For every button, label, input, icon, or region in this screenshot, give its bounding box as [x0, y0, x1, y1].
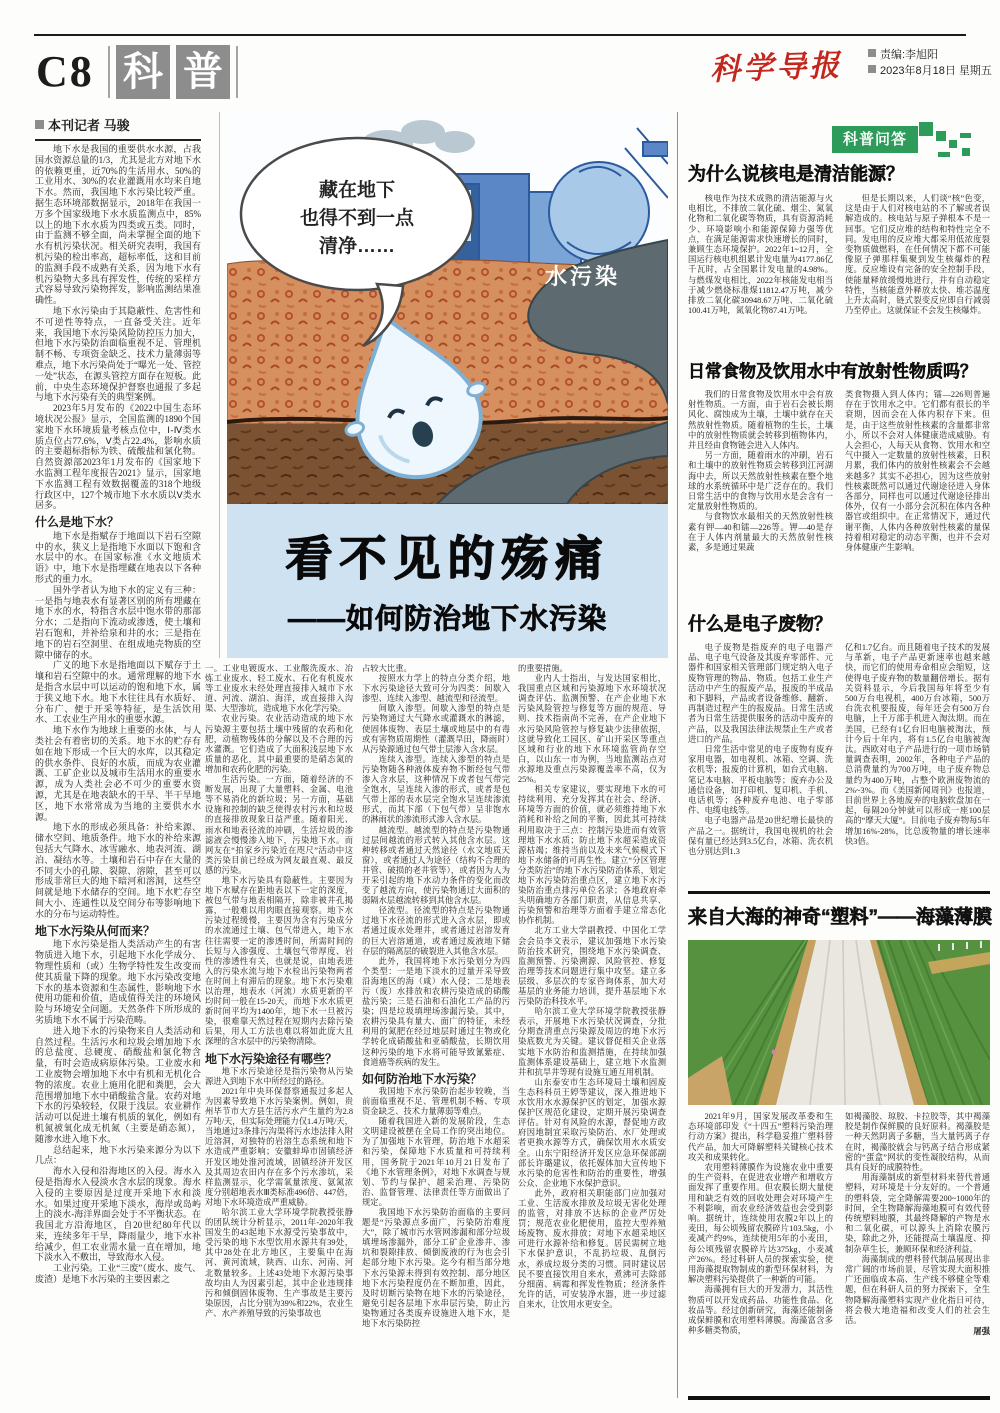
qa3-right-column: [845, 643, 990, 887]
article-headline: 看不见的殇痛: [285, 532, 610, 585]
bottom-rule: [688, 1396, 990, 1400]
paragraph: 哈尔滨工业大学环境学院教授张静表示，开展地下水污染状况调查，分批分期查清重点污染源及周边的地下水污染底数尤为关键。建议督促相关企业落实地下水防治和监测措施，在持续加强监测体系建设基础上，建立地下水监测井和抗旱井等现有设施互通互用机制。: [518, 1007, 666, 1077]
paragraph: 径流型。径流型的特点是污染物通过地下水径流的形式进入含水层，即或者通过废水处理井，或者通过岩溶发育的巨大岩溶通道，或者通过废液地下储存层的隔离层的破裂进入其他含水层。: [362, 906, 510, 956]
article-column-1: [35, 144, 201, 1406]
farm-field-photo: [688, 940, 990, 1105]
pollution-cartoon-illustration: [227, 112, 668, 504]
paragraph: 用海藻制成的新型材料来替代普通塑料，对环境是十分友好的。一个普通的塑料袋，完全降解需要200~1000年的时间，全生物降解海藻地膜可有效代替传统塑料地膜，其最终降解的产物是水和二氧化碳，可以源头上消除农膜污染，除此之外，还能提高土壤温度、抑制杂草生长，兼顾环保和经济利益。: [845, 1173, 990, 1254]
paragraph: 占较大比重。: [362, 664, 412, 673]
paragraph: 2021年中央环保督察通报过多起人为因素导致地下水污染案例。例如，贵州毕节市大方县生活污水产生量约为2.8万吨/天，但实际处理能力仅1.4万吨/天，当地通过3条排污沟渠将污水违法排入附近溶洞，对独特的岩溶生态系统和地下水造成严重影响；安徽蚌埠市固镇经济开发区地处淮河流域，固镇经济开发区及其周边农田内存在多个污水渗坑，采样监测显示，化学需氧量浓度、氨氮浓度分别超地表水Ⅲ类标准496倍、447倍，对地下水环境造成严重威胁。: [205, 1086, 353, 1207]
section-divider-rule: [688, 891, 990, 894]
paragraph: 我国地下水污染防治起步较晚，当前面临重视不足、管理机制不畅、专项资金缺乏、技术力量薄弱等难点。: [362, 1086, 510, 1117]
paragraph: 海藻制成的塑料替代制品展现出非常广阔的市场前景，尽管实现大面积推广还面临成本高、生产线不够健全等难题，但在科研人员的努力探索下，全生物降解海藻塑料实现产业化指日可待，将会极大地造福和改变人们的社会生活。: [845, 1254, 990, 1326]
paragraph: 地下水污染途径是指污染物从污染源进入到地下水中所经过的路径。: [205, 1066, 353, 1086]
newspaper-masthead: 科学导报: [709, 49, 843, 87]
section-label-box: 普: [176, 45, 230, 99]
paragraph: 国外学者认为地下水的定义有三种：一是指与地表水有显著区别的所有埋藏在地下水的水，特指含水层中饱水带的那部分水；二是指向下流动或渗透，使土壤和岩石饱和，并补给泉和井的水；三是指在地下的岩石空洞里、在组成地壳物质的空隙中储存的水。: [35, 584, 201, 660]
section-label-box: 科: [116, 45, 170, 99]
paragraph: 哈尔滨工业大学环境学院教授张静的团队统计分析显示，2011年-2020年我国发生的43起地下水源受污染事故中，受污染的地下水型饮用水源共有39处，其中28处在北方地区，主要集中在海河、黄河流域，陕西、山东、河南、河北数量较多。上述43处地下水源污染事故均由人为因素引起，其中企业违规排污和倾倒固体废物、生产事故是主要污染原因，占比分别为39%和22%，农业生产、水产养殖导致的污染事故也: [205, 1207, 353, 1318]
article-column-3: [362, 664, 510, 1401]
paragraph: 总结起来，地下水污染来源分为以下几点：: [35, 1144, 201, 1166]
paragraph: 但是长期以来，人们谈“核”色变，这是由于人们对核电站的不了解或者误解造成的。核电站与原子弹根本不是一回事。它们反应堆的结构和特性完全不同。发电用的反应堆大都采用低浓度裂变物质做燃料，在任何情况下都不可能像原子弹那样集聚到发生核爆炸的程度。反应堆设有完备的安全控制手段，使能量释放缓慢地进行，并有自动稳定特性，当核能意外释放太快、堆芯温度上升太高时，链式裂变反应即自行减弱乃至停止。这就保证不会发生核爆炸。: [845, 194, 990, 316]
paragraph: 如褐藻胶、琼胶、卡拉胶等，其中褐藻胶是制作保鲜膜的良好原料。褐藻胶是一种天然阴离子多糖，当大量钙离子存在时，褐藻胶就会与钙离子结合形成紧密的“蛋盒”网状的变性凝胶结构，从而具有良好的成膜特性。: [845, 1112, 990, 1173]
paragraph: 山东泰安市生态环境局土壤和固废生态科科员王婷等建议，深入推进地下水饮用水水源保护区的划定，加强水源保护区规范化建设，定期开展污染调查评估。针对有风险的水源，督促地方政府因地制宜采取污染防治、水厂处理或者更换水源等方式，确保饮用水水质安全。山东宁阳经济开发区应急环保部副部长许璐建议，依托媒体加大宣传地下水污染的危害性和防治的重要性，增强公众、企业地下水保护意识。: [518, 1077, 666, 1188]
editor-line: 责编:李旭阳: [868, 46, 938, 62]
paragraph: 屠强: [973, 1326, 990, 1337]
bullet-square-icon: [868, 49, 876, 57]
river-label: 水污染: [545, 264, 621, 289]
qa-question-title: 日常食物及饮用水中有放射性物质吗？: [688, 362, 977, 381]
paragraph: 北方工业大学副教授、中国化工学会会员李文表示，建议加强地下水污染防治技术研究，围绕地下水污染调查、监测预警、污染溯源、风险管控、修复治理等技术问题进行集中攻坚。建立多层级、多层次的专家咨询体系，加大对基层的业务能力培训，提升基层地下水污染防治科技水平。: [518, 926, 666, 1007]
divider: [108, 46, 110, 98]
paragraph: 我们的日常食物及饮用水中会有放射性物质。一方面，由于岩石会被长期风化、腐蚀成为土壤，土壤中就存在天然放射性物质。随着植物的生长，土壤中的放射性物质就会转移到植物体内，并且经由食物链会进入人体内。: [688, 390, 833, 451]
paragraph: 电子废物是指废弃的电子电器产品、电子电气设备及其废弃零部件、元器件和国家相关管理部门规定纳入电子废物管理的物品、物质。包括工业生产活动中产生的报废产品，报废的半成品和下脚料，产品或者设备维修、翻新、再制造过程产生的报废品。日常生活或者为日常生活提供服务的活动中废弃的产品，以及我国法律法规禁止生产或者进口的产品。: [688, 643, 833, 744]
header-rule: [34, 34, 966, 36]
paragraph: 相关专家建议，要实现地下水的可持续利用、充分发挥其在社会、经济、环境等方面的价值，就必须维持地下水消耗和补给之间的平衡，因此其可持续利用取决于三点：控制污染进而有效管理地下水水质；防止地下水超采造成资源枯竭；维持当前以及未来气候模式下地下水储备的可再生性。建立“分区管理 分类防治”的地下水污染防治体系，划定地下水污染防治重点区，建立地下水污染防治重点排污单位名录；各地政府牵头明确地方各部门职责，从信息共享、污染预警和治理等方面着手建立常态化协作机制。: [518, 785, 666, 926]
bubble-text: 藏在地下: [318, 180, 396, 201]
column-rule: [677, 112, 678, 1398]
paragraph: 与食物饮水最相关的天然放射性核素有钾—40和镭—226等。钾—40是存在于人体内剂量最大的天然放射性核素，多是通过果蔬: [688, 512, 833, 553]
paragraph: 的重要措施。: [518, 664, 568, 673]
paragraph: 随着我国进入新的发展阶段，生态文明建设被摆在全局工作的突出地位。为了加强地下水管理，防治地下水超采和污染，保障地下水质量和可持续利用，国务院于2021年10月21日发布了《地下水管理条例》，对地下水调查与规划、节约与保护、超采治理、污染防治、监督管理、法律责任等方面做出了规定。: [362, 1117, 510, 1207]
paragraph: 地下水的形成必须具备：补给来源、储水空间、地质条件。地下水的补给来源包括大气降水、冰雪融水、地表河流、湖泊、凝结水等。土壤和岩石中存在大量的不同大小的孔隙、裂隙、溶隙，甚至可以形成非常巨大的地下暗河和溶洞，这些空间就是地下水储存的空间。地下水贮存空间大小、连通性以及空间分布等影响地下水的分布与运动特性。: [35, 822, 201, 919]
bullet-square-icon: [35, 120, 44, 129]
deco-square: [960, 133, 971, 138]
paragraph: 亿和1.7亿台。而且随着电子技术的发展与革新，电子产品更新速率也越来越快，而它们的使用寿命相应会缩短，这使得电子废弃物的数量翻倍增长。据有关资料显示，今后我国每年将至少有500万台电视机，400万台冰箱，500万台洗衣机要报废，每年还会有500万台电脑，上千万部手机进入淘汰期。而在美国，已经有1亿台旧电脑被淘汰，预计今后十年内，将有1.5亿台电脑被淘汰。西欧对电子产品进行的一项市场销量调查表明，2002年，各种电子产品的总消费量约为700万吨，电子废弃物总量约为400万吨，占整个欧洲废物流的2%~3%。而《美国新闻周刊》也报道，目前世界上各地废弃的电脑软盘加在一起，每隔20分钟就可以形成一座100层高的“摩天大厦”。目前电子废弃物每5年增加16%-28%，比总废物量的增长速率快3倍。: [845, 643, 990, 846]
qa2-right-column: [845, 390, 990, 606]
divider: [236, 46, 238, 98]
paragraph: 地下水作为地球上重要的水体，与人类社会有着密切的关系。地下水的贮存有如在地下形成一个巨大的水库，以其稳定的供水条件、良好的水质，而成为农业灌溉、工矿企业以及城市生活用水的重要水源，成为人类社会必不可少的重要水资源，尤其是在地表缺水的干旱、半干旱地区，地下水常常成为当地的主要供水水源。: [35, 725, 201, 822]
paragraph: 地下水是我国的重要供水水源，占我国水资源总量的1/3，尤其是北方对地下水的依赖更重，近70%的生活用水、50%的工业用水、30%的农业灌溉用水均来自地下水。然而，我国地下水污染比较严重。据生态环境部数据显示，2018年在我国一万多个国家级地下水水质监测点中，85%以上的地下水水质为四类或五类。同时，由于监测不够全面，尚未掌握全面的地下水有机污染状况。相关研究表明，我国有机污染的检出率高，超标率低，这和目前的监测手段不成熟有关系，因为地下水有机污染物大多具有挥发性，传统的采样方式容易导致污染物挥发，影响监测结果准确性。: [35, 144, 201, 306]
paragraph: 一。工业电镀废水、工业酸洗废水、冶炼工业废水、轻工废水、石化有机废水等工业废水未经处理直接排入城市下水道、河流、湖泊、海洋，或直接排入沟渠、大型渗坑，造成地下水化学污染。: [205, 664, 353, 714]
paragraph: 按照水力学上的特点分类介绍，地下水污染途径大致可分为四类：间歇入渗型、连续入渗型、越流型和径流型。: [362, 674, 510, 704]
qa-question-title: 为什么说核电是清洁能源？: [688, 164, 904, 184]
paragraph: 农业污染。农业活动造成的地下水污染源主要包括土壤中残留的农药和化肥，动植物残体的分解以及不合理的污水灌溉。它们造成了大面积浅层地下水质量的恶化，其中最重要的是硝态氮的增加和农药化肥的污染。: [205, 714, 353, 774]
section-subhead: 什么是地下水？: [35, 515, 120, 530]
qa-section-badge: 科普问答: [832, 126, 918, 153]
paragraph: 农用塑料薄膜作为设施农业中重要的生产资料，在促进农业增产和增收方面发挥了重要作用。但农膜长期大量使用和缺乏有效的回收处理会对环境产生不利影响，而农业经济效益也会受到影响。据统计，连续使用农膜2年以上的麦田，每公顷残留农膜碎片103.5kg，小麦减产约9%，连续使用5年的小麦田，每公顷残留农膜碎片达375kg，小麦减产26%。经过科研人员的探索实验，使用海藻提取物制成的新型环保材料，为解决塑料污染提供了一种新的可能。: [688, 1163, 833, 1285]
section-subhead: 如何防治地下水污染？: [362, 1071, 483, 1086]
qa1-right-column: [845, 194, 990, 348]
deco-square: [949, 140, 957, 148]
paragraph: 地下水是指赋存于地面以下岩石空隙中的水，狭义上是指地下水面以下饱和含水层中的水。在国家标准《水文地质术语》中，地下水是指埋藏在地表以下各种形式的重力水。: [35, 530, 201, 585]
paragraph: 广义的地下水是指地面以下赋存于土壤和岩石空隙中的水。通常理解的地下水是指含水层中可以运动的饱和地下水，属于狭义地下水。地下水往往具有水质好、分布广、便于开采等特征，是生活饮用水、工农业生产用水的重要水源。: [35, 660, 201, 725]
paragraph: 此外，我国将地下水污染划分为四个类型：一是地下淡水的过量开采导致沿海地区的海（咸）水入侵；二是地表污（废）水排放和农耕污染造成的硝酸盐污染；三是石油和石油化工产品的污染；四是垃圾填埋场渗漏污染。其中，农耕污染具有量大、面广的特征，未经利用的氮肥在经过地层时通过生物或化学转化成硝酸盐和亚硝酸盐，长期饮用这种污染的地下水将可能导致氰紫症、食道癌等疾病的发生。: [362, 956, 510, 1067]
page-number: C8: [36, 47, 94, 96]
deco-square: [938, 152, 950, 157]
paragraph: 生活污染。一方面，随着经济的不断发展，出现了大量塑料、金属、电池等不易消化的新垃圾；另一方面，基础设施和控制的缺乏使得农村污水和垃圾的直接排放现象日益严重。随着阳光、雨水和地表径流的冲刷，生活垃圾的渗滤液会慢慢渗入地下，污染地下水。而网友在“拍家乡污染近在咫尺”活动中这类污染目前已经成为网友最直观、最反感的污染。: [205, 775, 353, 875]
paragraph: 2021年9月，国家发展改革委和生态环境部印发《“十四五”塑料污染治理行动方案》提出，科学稳妥推广塑料替代产品，加大可降解塑料关键核心技术攻关和成果转化。: [688, 1112, 833, 1162]
paragraph: 此外，政府相关职能部门应加强对工业、生活废水排放及垃圾无害化处理的监管，对排放不达标的企业严厉处罚；规范农业化肥使用，监控大型养殖场废物、废水排放；对地下水超采地区可进行水源补给和修复。居民需树立地下水保护意识，不乱扔垃圾、乱倒污水，养成垃圾分类的习惯。同时建议居民不要直接饮用自来水，煮沸可去除部分细菌、病霉和挥发性物质；经济条件允许的话，可安装净水器，进一步过滤自来水，让饮用水更安全。: [518, 1188, 666, 1309]
bubble-text: 也得不到一点: [299, 208, 415, 229]
article-byline: 本刊记者 马骏: [35, 115, 201, 141]
qa1-left-column: [688, 194, 833, 348]
section-subhead: 地下水污染途径有哪些？: [205, 1051, 338, 1066]
paragraph: 地下水污染是指人类活动产生的有害物质进入地下水，引起地下水化学成分、物理性质和（或）生物学特性发生改变而使其质量下降的现象。地下水污染改变地下水的基本资源和生态属性，影响地下水使用功能和价值，造成值得关注的环境风险与环境安全问题。天然条件下所形成的劣质地下水不属于污染范畴。: [35, 939, 201, 1025]
qa3-left-column: [688, 643, 833, 887]
column-rule: [219, 112, 220, 658]
deco-square: [936, 131, 946, 141]
article-column-2: [205, 664, 353, 1401]
paragraph: 核电作为技术成熟的清洁能源与火电相比，不排放二氧化硫、烟尘、氮氧化物和二氧化碳等物质，具有资源消耗少、环境影响小和能源保障力强等优点，在满足能源需求快速增长的同时，兼顾生态环境保护。2022年1~12月，全国运行核电机组累计发电量为4177.86亿千瓦时，占全国累计发电量的4.98%。与燃煤发电相比，2022年核能发电相当于减少燃烧标准煤11812.47万吨，减少排放二氧化碳30948.67万吨、二氧化硫100.41万吨，氮氧化物87.41万吨。: [688, 194, 833, 316]
paragraph: 我国地下水污染防治面临的主要问题是“污染源点多面广，污染防治难度大”，除了城市污水管网渗漏和部分垃圾填埋场渗漏外，部分工矿企业渗井、渗坑和裂隙排放、倾倒废液的行为也会引起部分地下水污染。迄今有相当部分地下水污染源未得到有效控制、部分地区地下水污染程度仍在不断加重，因此，及时切断污染物在地下水的污染途径，避免引起各层地下水串层污染，防止污染物通过各类废弃设施进入地下水，是地下水污染防控: [362, 1207, 510, 1328]
paragraph: 电子电器产品是20世纪增长最快的产品之一。据统计，我国电视机的社会保有量已经达到3.5亿台，冰箱、洗衣机也分别达到1.3: [688, 816, 833, 857]
qa2-left-column: [688, 390, 833, 606]
paragraph: 间歇入渗型。间歇入渗型的特点是污染物通过大气降水或灌溉水的淋滤，使固体废物、表层土壤或地层中的有毒或有害物质周期性（灌溉旱田，降雨时）从污染源通过包气带土层渗入含水层。: [362, 704, 510, 754]
paragraph: 业内人士指出，与发达国家相比，我国重点区域和污染源地下水环境状况调查评估、监测预警、在产企业地下水污染风险管控与修复等方面的规范、导则、技术指南尚不完善，在产企业地下水污染风险管控与修复缺少法律依据，这就导致化工园区、矿山开采区等重点区域和行业的地下水环境监管尚存空白，以山东一市为例，当地监测站点对水源地及重点污染源覆盖率不高，仅为25%。: [518, 674, 666, 785]
paragraph: 进入地下水的污染物来自人类活动和自然过程。生活污水和垃圾会增加地下水的总盐度、总硬度、硝酸盐和氯化物含量，有时会造成病原体污染。工业废水和工业废物会增加地下水中有机和无机化合物的浓度。农业上施用化肥和粪肥，会大范围增加地下水中硝酸盐含量。农药对地下水的污染较轻，仅限于浅层。农业耕作活动可以促进土壤有机质的氧化，例如有机氮被氧化成无机氮（主要是硝态氮），随渗水进入地下水。: [35, 1025, 201, 1144]
qa-question-title: 什么是电子废物？: [688, 614, 832, 634]
bullet-square-icon: [868, 65, 876, 73]
deco-square: [962, 148, 970, 156]
article-subheadline: ——如何防治地下水污染: [287, 603, 607, 634]
paragraph: 工业污染。工业“三废”（废水、废气、废渣）是地下水污染的主要因素之: [35, 1263, 201, 1285]
bubble-text: 清净……: [318, 236, 396, 257]
seaweed-article-title: 来自大海的神奇“塑料”——海藻薄膜: [688, 907, 993, 928]
paragraph: 另一方面，随着雨水的冲刷，岩石和土壤中的放射性物质会转移到江河湖海中去，所以天然放射性核素在整个地球的水系统循环中是广泛存在的。我们日常生活中的食物与饮用水是会含有一定量放射性物质的。: [688, 451, 833, 512]
paragraph: 地下水污染具有隐蔽性。主要因为地下水赋存在距地表以下一定的深度，被包气带与地表相隔开，除非被井孔揭露，一般难以用肉眼直接观察。地下水污染过程缓慢，主要因为含有污染成分的水流通过土壤、包气带进入，地下水往往需要一定的渗透时间，所需时间的长短与入渗强度、土壤包气带厚度、岩性的渗透性有关，也就是说，由地表进入的污染水流与地下水检出污染物两者在时间上有滞后的现象。地下水污染难以治理，地表水（河流）水质更新的平均时间一般在15-20天，而地下水水质更新时间平均为1400年，地下水一旦被污染，很难靠天然过程在短期内去除污染后果，用人工方法也难以将如此庞大且深埋的含水层中的污染物清除。: [205, 875, 353, 1047]
article-column-4: [518, 664, 666, 1401]
deco-square: [919, 122, 933, 136]
paragraph: 海藻拥有巨大的开发潜力，其活性物质可以开发成药品、功能性食品、化妆品等。经过创新研究，海藻还能制备成保鲜膜和农用塑料薄膜。海藻富含多种多糖类物质，: [688, 1285, 833, 1336]
paragraph: 类食物摄入到人体内；镭—226则普遍存在于饮用水之中。它们都有很长的半衰期，因而会在人体内积存下来。但是，由于这些放射性核素的含量都非常小，所以不会对人体健康造成威胁。有人会担心，人每天从食物、饮用水和空气中摄入一定数量的放射性核素，日积月累，我们体内的放射性核素会不会越来越多？其实不必担心，因为这些放射性核素既然可以通过代谢途径进入身体各部分，同样也可以通过代谢途径排出体外，仅有一小部分会沉积在体内各种器官或组织中。在正常情况下，通过代谢平衡，人体内各种放射性核素的量保持着相对稳定的动态平衡，也并不会对身体健康产生影响。: [845, 390, 990, 553]
cartoon-svg: [227, 112, 668, 504]
paragraph: 越流型。越流型的特点是污染物通过层间越流的形式转入其他含水层。这种转移或者通过天然途径（水文地质天窗），或者通过人为途径（结构不合理的井管、破损的老井管等），或者因为人为开采引起的地下水动力条件的变化而改变了越流方向，使污染物通过大面积的弱隔水层越流转移到其他含水层。: [362, 825, 510, 906]
paragraph: 连续入渗型。连续入渗型的特点是污染物随各种液体废弃物不断经包气带渗入含水层，这种情况下或者包气带完全饱水，呈连续入渗的形式，或者是包气带上部的表水层完全饱水呈连续渗流形式，而其下部（下包气带）呈非饱水的淋雨状的渗流形式渗入含水层。: [362, 754, 510, 825]
date-line: 2023年8月18日 星期五: [868, 62, 992, 78]
headline-block: [227, 504, 668, 658]
paragraph: 海水入侵和沿海地区的入侵。海水入侵是指海水入侵淡水含水层的现象。海水入侵的主要原因是过度开采地下水和淡水。如果过度开采地下淡水，海岸或岛屿上的淡水-海洋界面会处于不平衡状态。在我国北方沿海地区，自20世纪80年代以来，连续多年干旱，降雨量少，地下水补给减少，但工农业需水量一直在增加，地下淡水入不敷出，导致海水入侵。: [35, 1166, 201, 1263]
paragraph: 地下水污染由于其隐蔽性、危害性和不可逆性等特点，一直备受关注。近年来，我国地下水污染风险防控压力加大，但地下水污染防治面临重视不足、管理机制不畅、专项资金缺乏、技术力量薄弱等难点，地下水污染尚处于“曝光一处、管控一处”状态，在源头管控方面存在短板。此前，中央生态环境保护督察也通报了多起与地下水污染有关的典型案例。: [35, 305, 201, 403]
paragraph: 日常生活中常见的电子废物有废弃家用电器，如电视机、冰箱、空调、洗衣机等；报废的计算机，如台式电脑、笔记本电脑、平板电脑等；废弃办公及通信设备，如打印机、复印机、手机、电话机等；各种废弃电池、电子零部件、电缆电线等。: [688, 745, 833, 816]
seaweed-left-column: [688, 1112, 833, 1394]
paragraph: 2023年5月发布的《2022中国生态环境状况公报》显示，全国监测的1890个国家地下水环境质量考核点位中，Ⅰ-Ⅳ类水质点位占77.6%，Ⅴ类占22.4%，影响水质的主要超标指标为铁、硫酸盐和氯化物。自然资源部2023年1月发布的《国家地下水监测工程年度报告2021》显示，国家地下水监测工程有效数据覆盖的318个地级行政区中，127个城市地下水水质以Ⅴ类水居多。: [35, 403, 201, 511]
seaweed-right-column: [845, 1112, 990, 1394]
section-subhead: 地下水污染从何而来？: [35, 923, 156, 938]
